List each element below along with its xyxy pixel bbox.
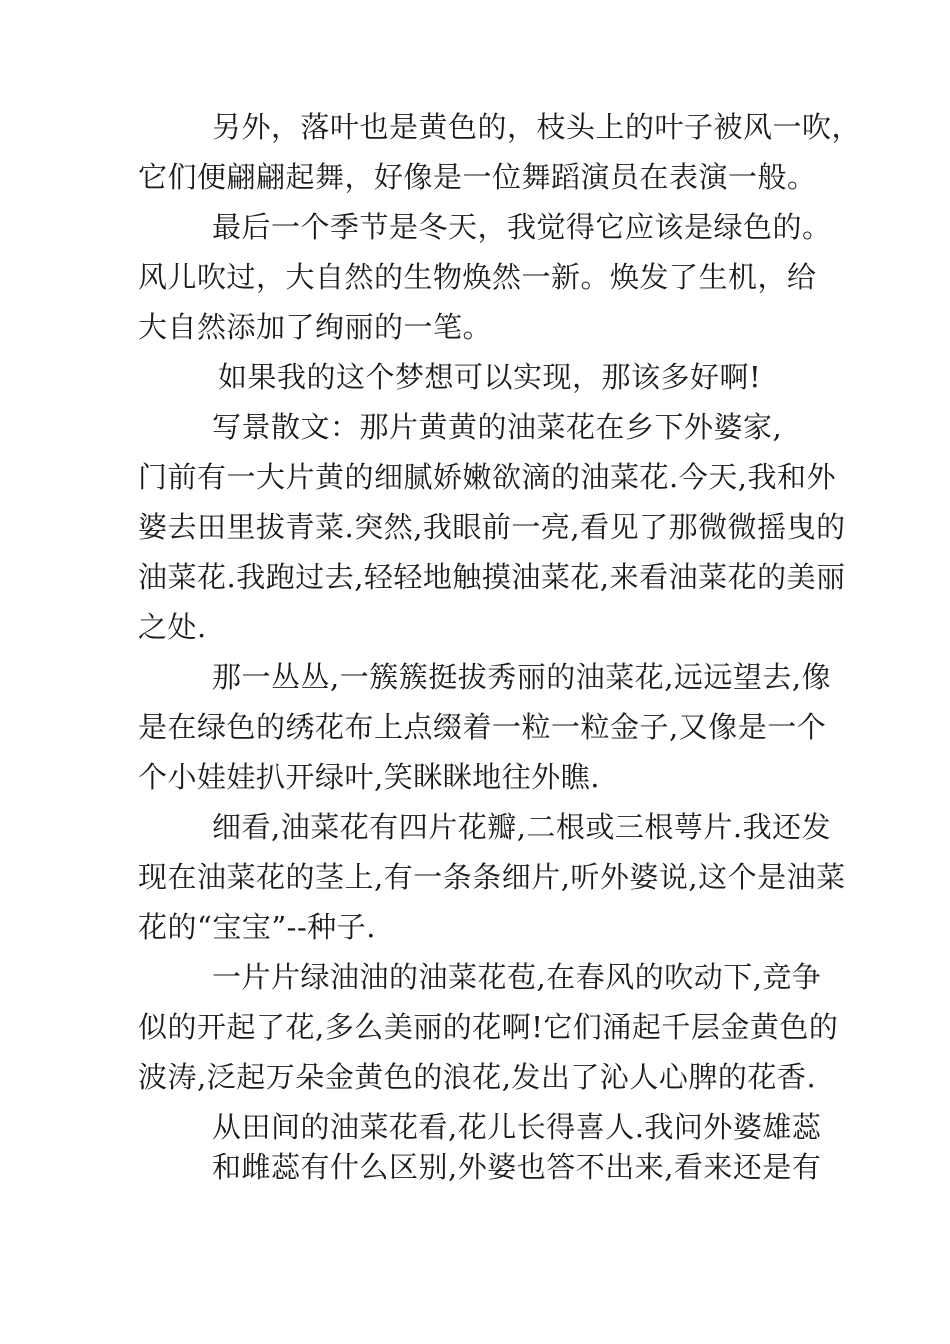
text-line: 大自然添加了绚丽的一笔。: [138, 310, 493, 344]
text-line: 细看,油菜花有四片花瓣,二根或三根萼片.我还发: [212, 810, 832, 844]
text-line: 写景散文：那片黄黄的油菜花在乡下外婆家,: [212, 410, 783, 444]
text-line: 花的“宝宝”--种子.: [138, 910, 376, 944]
text-line: 门前有一大片黄的细腻娇嫩欲滴的油菜花.今天,我和外: [138, 460, 836, 494]
text-line: 是在绿色的绣花布上点缀着一粒一粒金子,又像是一个: [138, 710, 827, 744]
text-line: 一片片绿油油的油菜花苞,在春风的吹动下,竞争: [212, 960, 822, 994]
text-line: 波涛,泛起万朵金黄色的浪花,发出了沁人心脾的花香.: [138, 1060, 817, 1094]
text-line: 最后一个季节是冬天，我觉得它应该是绿色的。: [212, 210, 832, 244]
text-line: 和雌蕊有什么区别,外婆也答不出来,看来还是有: [212, 1150, 822, 1184]
text-line: 似的开起了花,多么美丽的花啊!它们涌起千层金黄色的: [138, 1010, 839, 1044]
text-line: 之处.: [138, 610, 207, 644]
text-line: 风儿吹过，大自然的生物焕然一新。焕发了生机，给: [138, 260, 817, 294]
text-line: 从田间的油菜花看,花儿长得喜人.我问外婆雄蕊: [212, 1110, 822, 1144]
text-line: 油菜花.我跑过去,轻轻地触摸油菜花,来看油菜花的美丽: [138, 560, 846, 594]
text-line: 现在油菜花的茎上,有一条条细片,听外婆说,这个是油菜: [138, 860, 846, 894]
text-line: 另外，落叶也是黄色的，枝头上的叶子被风一吹，: [212, 110, 862, 144]
text-line: 如果我的这个梦想可以实现，那该多好啊!: [218, 360, 762, 394]
text-line: 它们便翩翩起舞，好像是一位舞蹈演员在表演一般。: [138, 160, 817, 194]
text-line: 那一丛丛,一簇簇挺拔秀丽的油菜花,远远望去,像: [212, 660, 832, 694]
text-line: 婆去田里拔青菜.突然,我眼前一亮,看见了那微微摇曳的: [138, 510, 846, 544]
text-line: 个小娃娃扒开绿叶,笑眯眯地往外瞧.: [138, 760, 600, 794]
